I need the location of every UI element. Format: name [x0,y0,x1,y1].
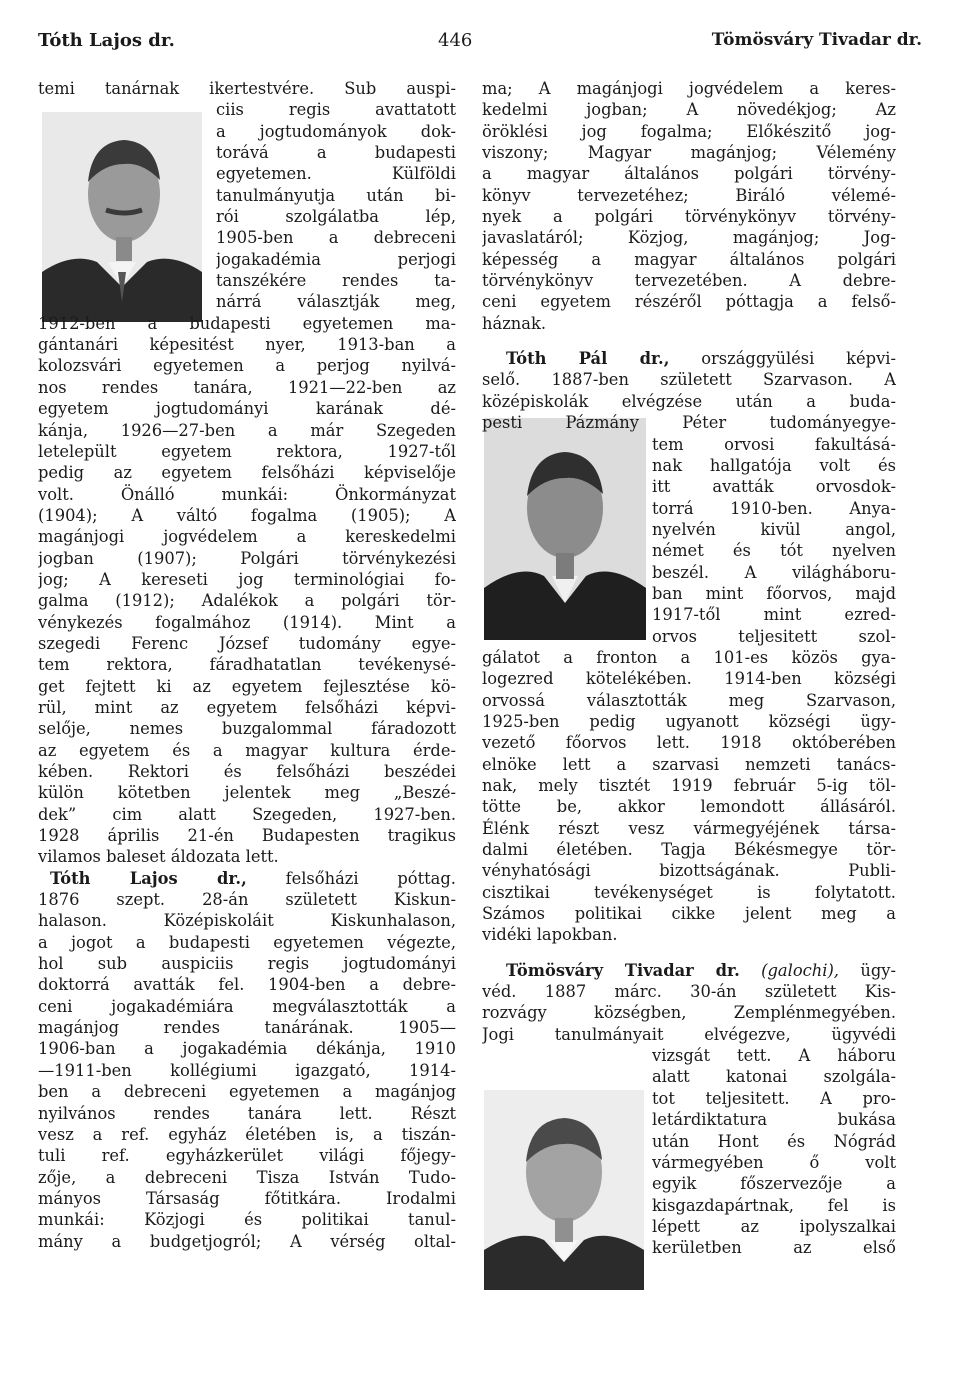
text-line: kánja, 1926—27-ben a már Szegeden [38,420,456,440]
text-line: volt. Önálló munkái: Önkormányzat [38,484,456,504]
text-line: 1912-ben a budapesti egyetemen ma- [38,313,456,333]
text-line: vilamos baleset áldozata lett. [38,847,279,867]
text-line: nyek a polgári törvénykönyv törvény- [482,207,896,227]
text-line: tanulmányutja után bi- [216,185,456,205]
text-line: dalmi életében. Tagja Békésmegye tör- [482,840,896,860]
text-line: viszony; Magyar magánjog; Vélemény [482,143,896,163]
entry-heading-tomosvary-tivadar [482,960,896,981]
text-line: vezető főorvos lett. 1918 októberében [482,733,896,753]
entry-heading-toth-lajos [38,868,456,889]
text-line: külön kötetben jelentek meg „Beszé- [38,783,456,803]
text-line: 1917-től mint ezred- [652,605,896,625]
text-line: rozvágy községben, Zemplénmegyében. [482,1003,896,1023]
text-line: magánjog rendes tanárának. 1905— [38,1018,456,1038]
text-line: gálatot a fronton a 101-es közös gya- [482,647,896,667]
text-line: ceni egyetem részéről póttagja a felső- [482,292,896,312]
text-line: zője, a debreceni Tisza István Tudo- [38,1167,456,1187]
text-line: Élénk részt vesz vármegyéjének társa- [482,818,896,838]
text-line: ciis regis avattatott [216,100,456,120]
text-line: selő. 1887-ben született Szarvason. A [482,370,896,390]
text-line: nos rendes tanára, 1921—22-ben az [38,377,456,397]
text-line: elnöke lett a szarvasi nemzeti tanács- [482,754,896,774]
text-line: kisgazdapártnak, fel is [652,1195,896,1215]
text-line: dek” cim alatt Szegeden, 1927-ben. [38,804,456,824]
text-line: jogakadémia perjogi [216,249,456,269]
page-number: 446 [438,30,473,51]
text-line: gántanári képesitést nyer, 1913-ban a [38,335,456,355]
text-line: után Hont és Nógrád [652,1131,896,1151]
text-line: selője, nemes buzgalommal fáradozott [38,719,456,739]
text-line: Jogi tanulmányait elvégezve, ügyvédi [482,1024,896,1044]
entry-name: Tömösváry Tivadar dr. [506,960,740,980]
entry-heading-toth-pal [482,348,896,369]
text-line: itt avatták orvosdok- [652,477,896,497]
paragraph-gap [482,334,896,348]
page-header [38,30,922,60]
text-line: get fejtett ki az egyetem fejlesztése kö- [38,676,456,696]
text-line: orvos teljesitett szol- [652,626,896,646]
text-line: nak, mely tisztét 1919 február 5-ig töl- [482,776,896,795]
text-line: ceni jogakadémiára megválasztották a [38,996,456,1016]
text-line: 1876 szept. 28-án született Kiskun- [38,890,456,910]
text-line: jog; A kereseti jog terminológiai fo- [38,569,456,589]
text-line: lépett az ipolyszalkai [652,1216,896,1236]
text-line: pedig az egyetem felsőházi képviselője [38,463,456,483]
text-line: tot teljesitett. A pro- [652,1088,896,1108]
text-line: rói szolgálatba lép, [216,207,456,227]
text-line: vényhatósági bizottságának. Publi- [482,861,896,881]
text-line: orvossá választották meg Szarvason, [482,690,896,710]
text-line: kedelmi jogban; A növedékjog; Az [482,100,896,120]
text-line: képesség a magyar általános polgári [482,249,896,269]
text-line: egyetem jogtudományi karának dé- [38,399,456,419]
text-line: nyilvános rendes tanára lett. Részt [38,1103,456,1123]
text-line: nyelvén kivül angol, [652,519,896,539]
text-line: letelepült egyetem rektora, 1927-től [38,441,456,461]
text-line: törvénykönyv tervezetében. A debre- [482,271,896,291]
text-line: tötte be, akkor lemondott állásáról. [482,797,896,817]
text-line: rül, mint az egyetem felsőházi képvi- [38,697,456,717]
text-line: tanszékére rendes ta- [216,271,456,291]
text-line: —1911-ben kollégiumi igazgató, 1914- [38,1060,456,1080]
text-line: jogban (1907); Polgári törvénykezési [38,548,456,568]
text-line: német és tót nyelven [652,541,896,561]
text-line: a magyar általános polgári törvény- [482,164,896,184]
text-line: beszél. A világháboru- [652,562,896,582]
text-line: tem orvosi fakultásá- [652,434,896,454]
entry-name: Tóth Pál dr., [506,349,670,369]
text-line: ben a debreceni egyetemen a magánjog [38,1082,456,1102]
text-line: kében. Rektori és felsőházi beszédei [38,762,456,781]
text-line: 1925-ben pedig ugyanott községi ügy- [482,711,896,731]
text-line: kerületben az első [652,1238,896,1258]
text-line: nak hallgatója volt és [652,455,896,475]
text-line: kolozsvári egyetemen a perjog nyilvá- [38,356,456,376]
text-line: logezred kötelékében. 1914-ben községi [482,669,896,689]
text-line: öröklési jog fogalma; Előkészitő jog- [482,121,896,141]
text-line: 1906-ban a jogakadémia dékánja, 1910 [38,1039,456,1059]
text-line: javaslatáról; Közjog, magánjog; Jog- [482,228,896,248]
text-line: ma; A magánjogi jogvédelem a keres- [482,79,896,98]
text-line: tuli ref. egyházkerület világi főjegy- [38,1146,456,1166]
text-line: pesti Pázmány Péter tudományegye- [482,413,896,433]
text-line: vesz a ref. egyház életében is, a tiszán- [38,1124,456,1144]
text-line: temi tanárnak ikertestvére. Sub auspi- [38,79,456,98]
text-line: hol sub auspiciis regis jogtudományi [38,954,456,974]
text-line: doktorrá avatták fel. 1904-ben a debre- [38,975,456,995]
text-line: munkái: Közjogi és politikai tanul- [38,1210,456,1230]
text-line: cisztikai tevékenységet is folytatott. [482,882,896,902]
text-line: vizsgát tett. A háboru [652,1046,896,1066]
running-head-right: Tömösváry Tivadar dr. [711,30,922,50]
text-line: halason. Középiskoláit Kiskunhalason, [38,911,456,931]
text-line: ban mint főorvos, majd [652,583,896,603]
text-line: letárdiktatura bukása [652,1110,896,1130]
paragraph-gap [482,946,896,960]
text-line: a jogot a budapesti egyetemen végezte, [38,932,456,952]
text-line: középiskolák elvégzése után a buda- [482,391,896,411]
entry-text: országgyülési képvi- [701,349,896,369]
text-line: 1905-ben a debreceni [216,228,456,248]
text-line: torává a budapesti [216,143,456,163]
entry-origin: (galochi), [761,960,839,980]
entry-name: Tóth Lajos dr., [50,868,247,888]
running-head-left: Tóth Lajos dr. [38,30,175,51]
text-line: vármegyében ő volt [652,1152,896,1172]
text-line: az egyetem és a magyar kultura érde- [38,740,456,760]
right-column [482,78,896,1259]
text-line: Számos politikai cikke jelent meg a [482,904,896,924]
text-line: torrá 1910-ben. Anya- [652,498,896,518]
text-line: vidéki lapokban. [482,925,618,945]
entry-text: ügy- [860,960,896,980]
text-line: háznak. [482,313,547,333]
text-line: könyv tervezetéhez; Biráló vélemé- [482,185,896,205]
text-line: egyik főszervezője a [652,1174,896,1194]
left-column [38,78,456,1252]
text-line: tem rektora, fáradhatatlan tevékenysé- [38,655,456,675]
text-line: alatt katonai szolgála- [652,1067,896,1087]
text-line: a jogtudományok dok- [216,121,456,141]
text-line: nárrá választják meg, [216,292,456,312]
entry-text: felsőházi póttag. [285,868,456,888]
text-line: 1928 április 21-én Budapesten tragikus [38,826,456,846]
text-line: vénykezés fogalmához (1914). Mint a [38,612,456,632]
text-line: mány a budgetjogról; A vérség oltal- [38,1231,456,1251]
text-line: mányos Társaság főtitkára. Irodalmi [38,1188,456,1208]
text-line: szegedi Ferenc József tudomány egye- [38,633,456,653]
text-line: egyetemen. Külföldi [216,164,456,184]
text-line: galma (1912); Adalékok a polgári tör- [38,591,456,611]
text-line: véd. 1887 márc. 30-án született Kis- [482,982,896,1002]
text-line: (1904); A váltó fogalma (1905); A [38,505,456,525]
text-line: magánjogi jogvédelem a kereskedelmi [38,527,456,547]
